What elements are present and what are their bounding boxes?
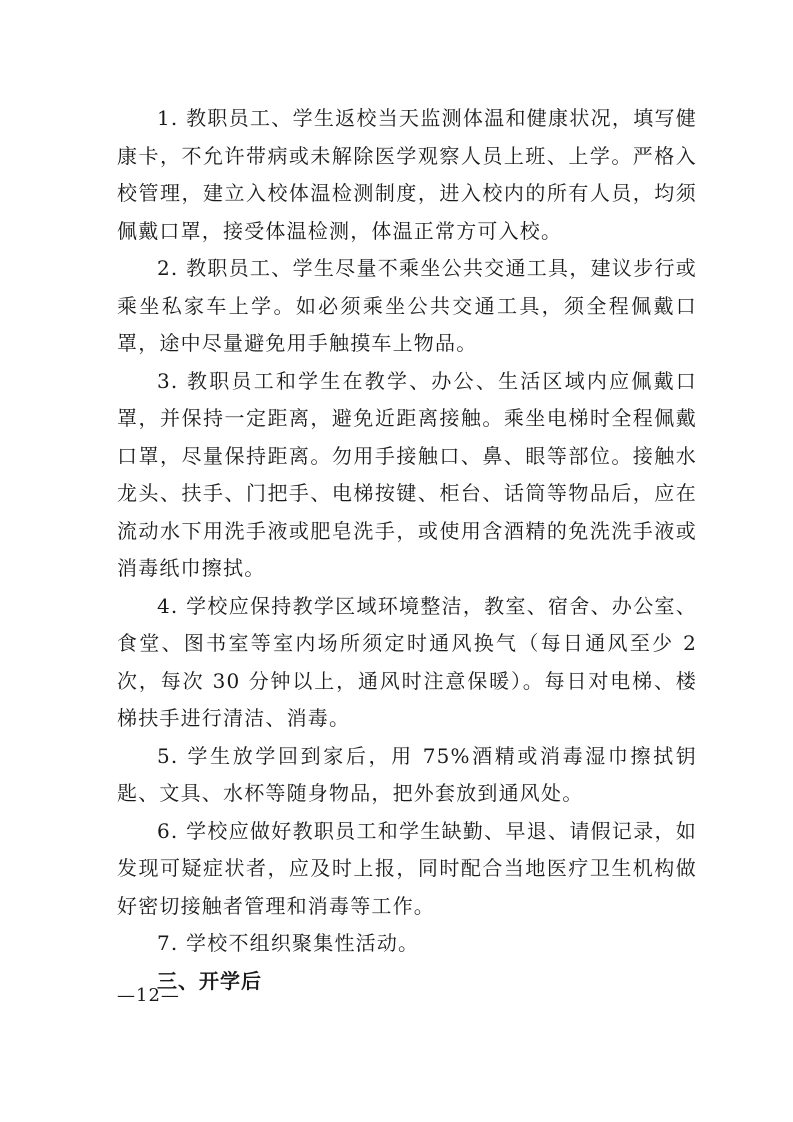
body-text: [117, 100, 697, 1000]
paragraph-1: 1. 教职员工、学生返校当天监测体温和健康状况，填写健康卡，不允许带病或未解除医学观察人员上班、上学。严格入校管理，建立入校体温检测制度，进入校内的所有人员，均须佩戴口罩，接受体温检测，体温正常方可入校。: [117, 106, 697, 243]
paragraph-4: 4. 学校应保持教学区域环境整洁，教室、宿舍、办公室、食堂、图书室等室内场所须定时通风换气（每日通风至少 2 次，每次 30 分钟以上，通风时注意保暖）。每日对电梯、楼梯扶手进行清洁、消毒。: [117, 593, 697, 730]
paragraph-7: 7. 学校不组织聚集性活动。: [157, 931, 420, 955]
section-heading: 三、开学后: [157, 968, 262, 993]
paragraph-2: 2. 教职员工、学生尽量不乘坐公共交通工具，建议步行或乘坐私家车上学。如必须乘坐公共交通工具，须全程佩戴口罩，途中尽量避免用手触摸车上物品。: [117, 256, 697, 355]
paragraph-6: 6. 学校应做好教职员工和学生缺勤、早退、请假记录，如发现可疑症状者，应及时上报，同时配合当地医疗卫生机构做好密切接触者管理和消毒等工作。: [117, 818, 697, 918]
page-number: —12—: [117, 985, 180, 1006]
paragraph-5: 5. 学生放学回到家后，用 75%酒精或消毒湿巾擦拭钥匙、文具、水杯等随身物品，把外套放到通风处。: [117, 743, 697, 805]
paragraph-3: 3. 教职员工和学生在教学、办公、生活区域内应佩戴口罩，并保持一定距离，避免近距离接触。乘坐电梯时全程佩戴口罩，尽量保持距离。勿用手接触口、鼻、眼等部位。接触水龙头、扶手、门把手、电梯按键、柜台、话筒等物品后，应在流动水下用洗手液或肥皂洗手，或使用含酒精的免洗洗手液或消毒纸巾擦拭。: [117, 368, 697, 580]
